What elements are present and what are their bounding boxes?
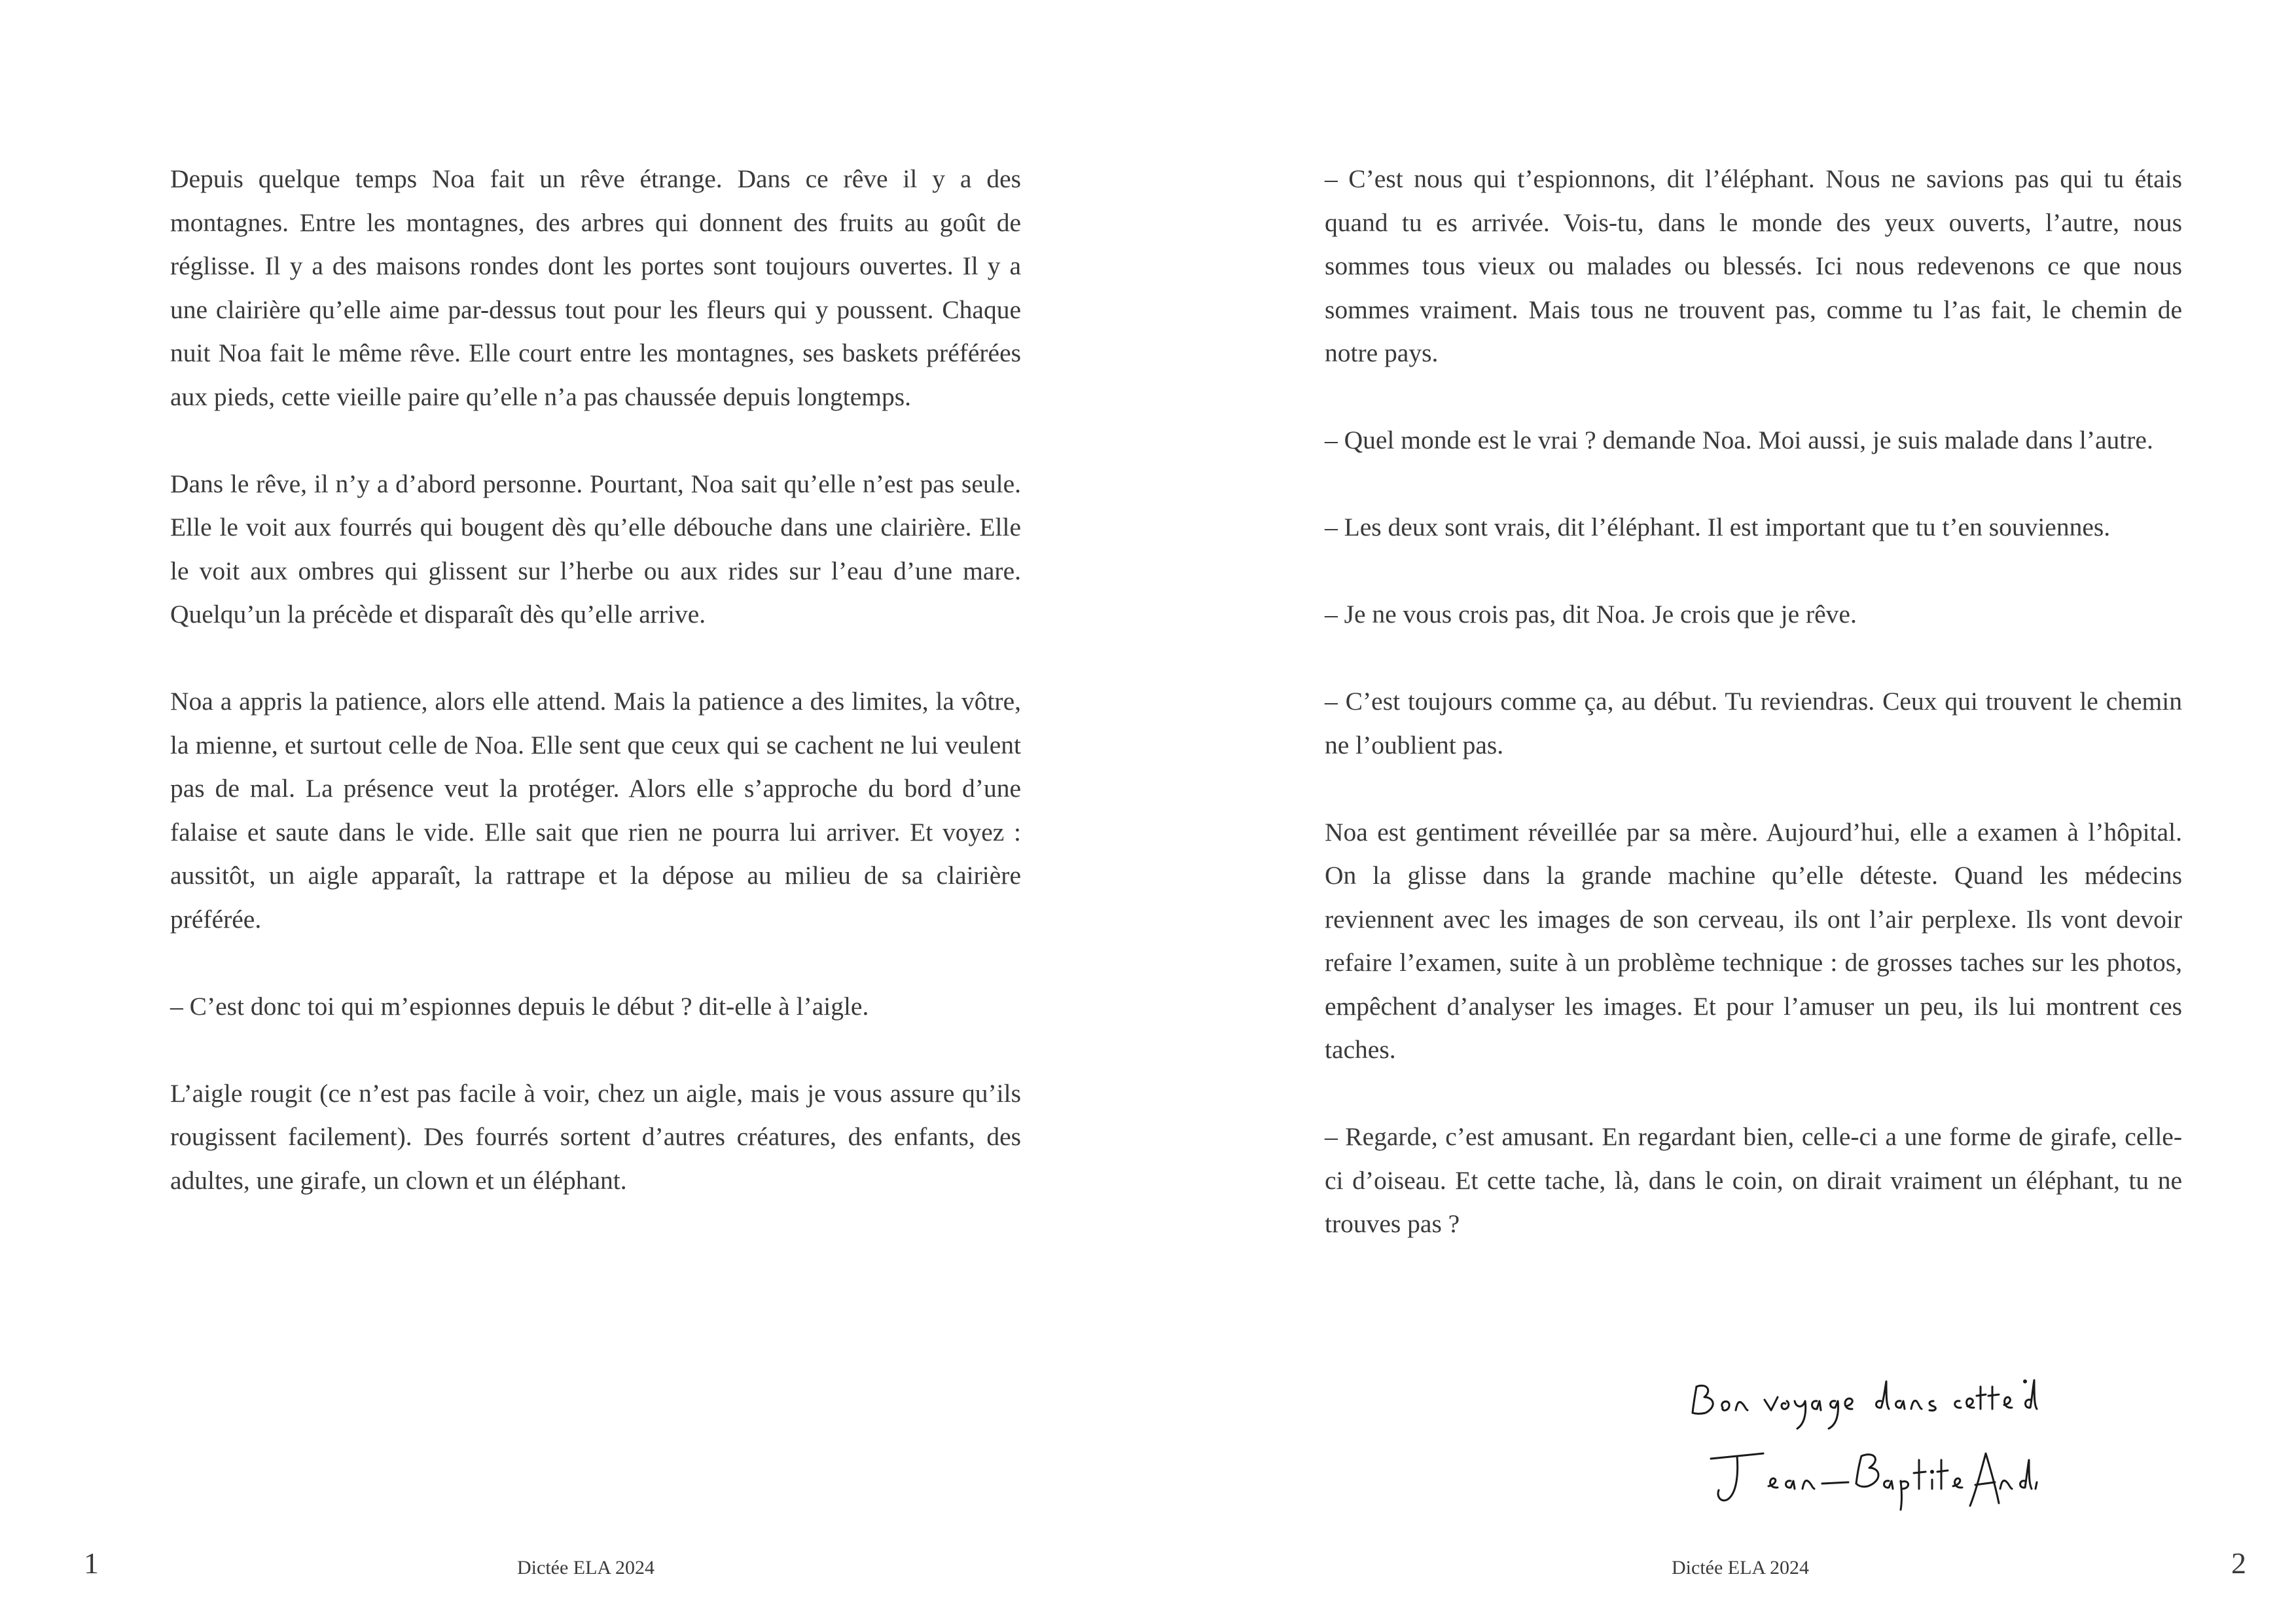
- page-footer: Dictée ELA 2024: [517, 1557, 655, 1578]
- paragraph: – Les deux sont vrais, dit l’éléphant. Il est important que tu t’en souviennes.: [1325, 513, 2111, 541]
- paragraph: – Quel monde est le vrai ? demande Noa. Moi aussi, je suis malade dans l’autre.: [1325, 426, 2153, 454]
- paragraph: – C’est toujours comme ça, au début. Tu reviendras. Ceux qui trouvent le chemin ne l’oublient pas.: [1325, 687, 2182, 759]
- page-number: 1: [84, 1546, 99, 1580]
- right-page: [1148, 0, 2296, 1623]
- page-footer: Dictée ELA 2024: [1672, 1557, 1809, 1578]
- paragraph: L’aigle rougit (ce n’est pas facile à voir, chez un aigle, mais je vous assure qu’ils rougissent facilement). Des fourrés sortent d’autres créatures, des enfants, des adultes, une girafe, un clown et un éléphant.: [170, 1078, 1021, 1195]
- handwritten-signature: [1685, 1368, 2038, 1539]
- page-number: 2: [2231, 1546, 2246, 1580]
- paragraph: – Regarde, c’est amusant. En regardant bien, celle-ci a une forme de girafe, celle-ci d’oiseau. Et cette tache, là, dans le coin, on dirait vraiment un éléphant, tu ne trouves pas ?: [1325, 1122, 2182, 1238]
- paragraph: – Je ne vous crois pas, dit Noa. Je crois que je rêve.: [1325, 600, 1857, 629]
- paragraph: – C’est nous qui t’espionnons, dit l’éléphant. Nous ne savions pas qui tu étais quand tu es arrivée. Vois-tu, dans le monde des yeux ouverts, l’autre, nous sommes tous vieux ou malades ou blessés. Ici nous redevenons ce que nous sommes vraiment. Mais tous ne trouvent pas, comme tu l’as fait, le chemin de notre pays.: [1325, 164, 2182, 367]
- right-text-column: [1325, 157, 2182, 1289]
- signature-drawing: [1685, 1368, 2038, 1539]
- paragraph: – C’est donc toi qui m’espionnes depuis le début ? dit-elle à l’aigle.: [170, 991, 869, 1021]
- paragraph: Noa est gentiment réveillée par sa mère. Aujourd’hui, elle a examen à l’hôpital. On la glisse dans la grande machine qu’elle déteste. Quand les médecins reviennent avec les images de son cerveau, ils ont l’air perplexe. Ils vont devoir refaire l’examen, suite à un problème technique : de grosses taches sur les photos, empêchent d’analyser les images. Et pour l’amuser un peu, ils lui montrent ces taches.: [1325, 817, 2182, 1064]
- paragraph: Depuis quelque temps Noa fait un rêve étrange. Dans ce rêve il y a des montagnes. Entre les montagnes, des arbres qui donnent des fruits au goût de réglisse. Il y a des maisons rondes dont les portes sont toujours ouvertes. Il y a une clairière qu’elle aime par-dessus tout pour les fleurs qui y poussent. Chaque nuit Noa fait le même rêve. Elle court entre les montagnes, ses baskets préférées aux pieds, cette vieille paire qu’elle n’a pas chaussée depuis longtemps.: [170, 164, 1021, 411]
- paragraph: Dans le rêve, il n’y a d’abord personne. Pourtant, Noa sait qu’elle n’est pas seule. Elle le voit aux fourrés qui bougent dès qu’elle débouche dans une clairière. Elle le voit aux ombres qui glissent sur l’herbe ou aux rides sur l’eau d’une mare. Quelqu’un la précède et disparaît dès qu’elle arrive.: [170, 469, 1021, 629]
- paragraph: Noa a appris la patience, alors elle attend. Mais la patience a des limites, la vôtre, la mienne, et surtout celle de Noa. Elle sent que ceux qui se cachent ne lui veulent pas de mal. La présence veut la protéger. Alors elle s’approche du bord d’une falaise et saute dans le vide. Elle sait que rien ne pourra lui arriver. Et voyez : aussitôt, un aigle apparaît, la rattrape et la dépose au milieu de sa clairière préférée.: [170, 687, 1021, 934]
- left-text-column: [170, 157, 1021, 1246]
